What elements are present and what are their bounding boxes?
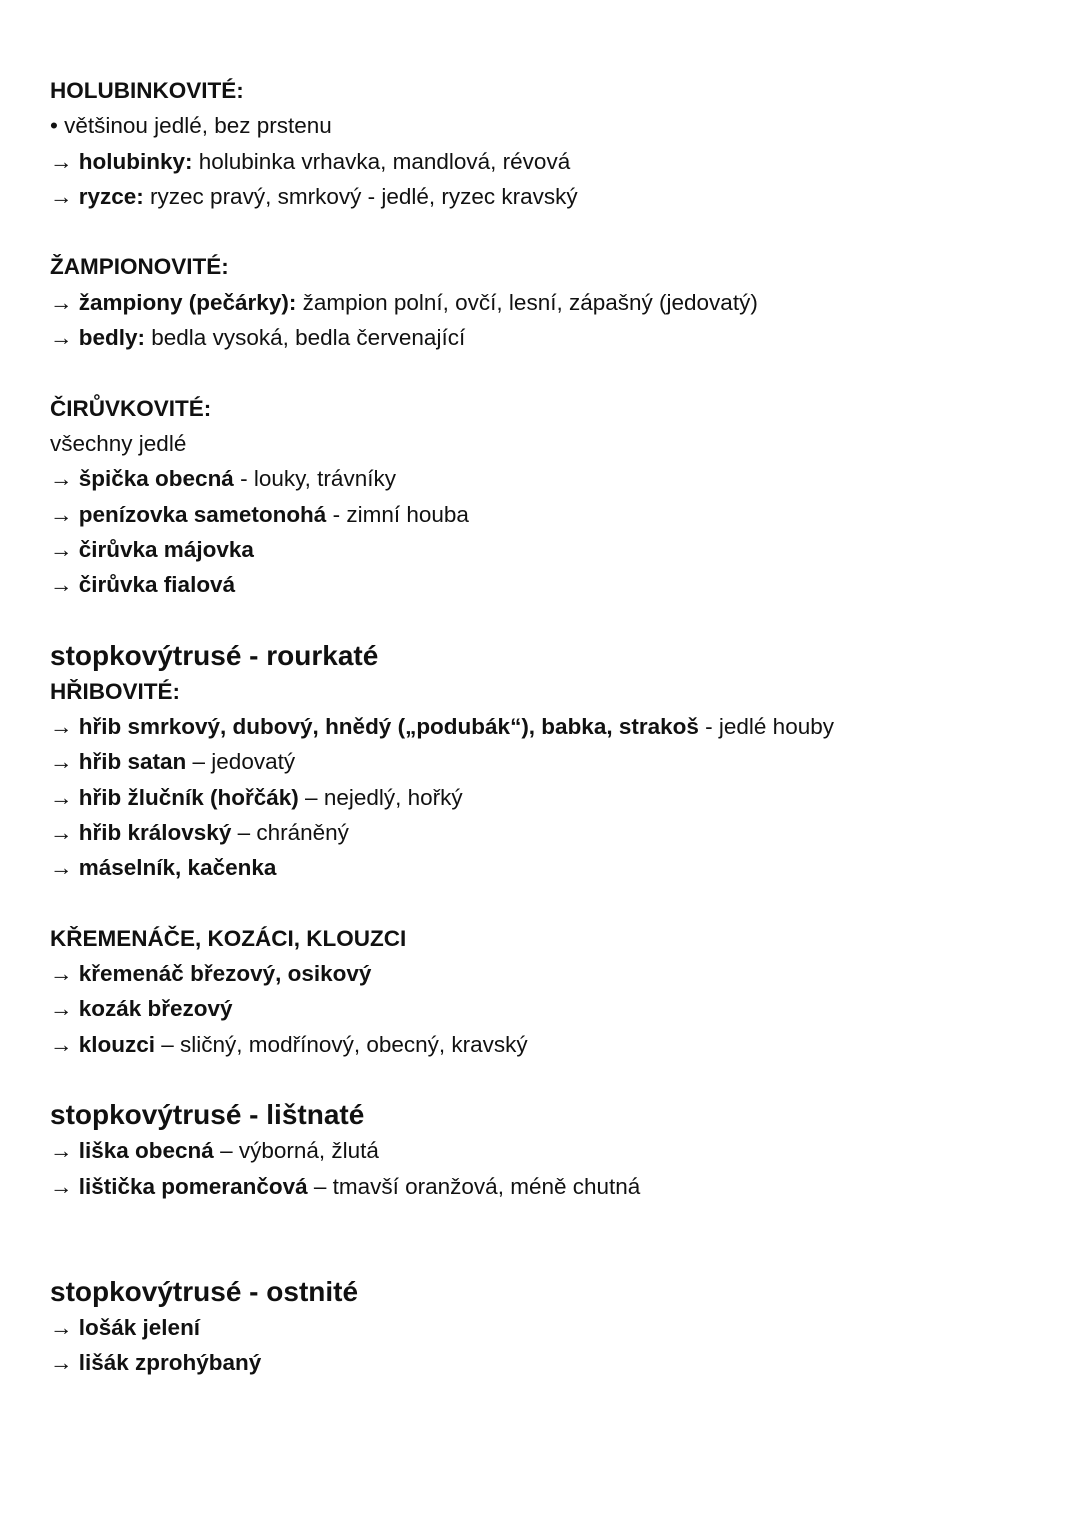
list-item bbox=[50, 532, 1040, 567]
list-item bbox=[50, 1133, 1040, 1168]
intro-line: všechny jedlé bbox=[50, 430, 187, 456]
section-heading-hribovite: HŘIBOVITÉ: bbox=[50, 678, 181, 704]
list-item bbox=[50, 815, 1040, 850]
item-term: → holubinky: bbox=[50, 148, 193, 174]
spacer bbox=[50, 1204, 1040, 1274]
spacer bbox=[50, 1062, 1040, 1097]
item-term: → bedly: bbox=[50, 325, 146, 351]
list-item bbox=[50, 1345, 1040, 1380]
list-item bbox=[50, 1027, 1040, 1062]
item-term: → penízovka sametonohá bbox=[50, 501, 327, 527]
list-item bbox=[50, 567, 1040, 602]
item-term: → lištička pomerančová bbox=[50, 1173, 308, 1199]
spacer bbox=[50, 214, 1040, 249]
list-item bbox=[50, 144, 1040, 179]
list-item bbox=[50, 179, 1040, 214]
list-item bbox=[50, 991, 1040, 1026]
list-item bbox=[50, 850, 1040, 885]
list-item bbox=[50, 780, 1040, 815]
list-item bbox=[50, 1310, 1040, 1345]
item-description: – sličný, modřínový, obecný, kravský bbox=[155, 1031, 528, 1057]
bullet-line: • většinou jedlé, bez prstenu bbox=[50, 113, 332, 139]
section-heading-holubinkovite: HOLUBINKOVITÉ: bbox=[50, 78, 244, 103]
section-heading-ciruvkovite: ČIRŮVKOVITÉ: bbox=[50, 395, 212, 421]
item-description: ryzec pravý, smrkový - jedlé, ryzec kravský bbox=[143, 183, 578, 209]
list-item bbox=[50, 497, 1040, 532]
item-term: → žampiony (pečárky): bbox=[50, 289, 297, 315]
item-term: → hřib satan bbox=[50, 749, 187, 775]
item-term: → čirůvka májovka bbox=[50, 536, 254, 562]
list-item bbox=[50, 461, 1040, 496]
list-item bbox=[50, 285, 1040, 320]
item-description: holubinka vrhavka, mandlová, révová bbox=[192, 148, 571, 174]
section-title-ostnite: stopkovýtrusé - ostnité bbox=[50, 1275, 359, 1307]
section-heading-zampionovite: ŽAMPIONOVITÉ: bbox=[50, 254, 229, 280]
item-description: - jedlé houby bbox=[698, 714, 834, 740]
item-term: → hřib žlučník (hořčák) bbox=[50, 784, 299, 810]
list-item bbox=[50, 709, 1040, 744]
list-item bbox=[50, 1169, 1040, 1204]
item-description: bedla vysoká, bedla červenající bbox=[145, 325, 466, 351]
item-term: → ryzce: bbox=[50, 183, 144, 209]
item-description: - louky, trávníky bbox=[233, 466, 396, 492]
item-description: – nejedlý, hořký bbox=[298, 784, 463, 810]
item-term: → klouzci bbox=[50, 1031, 156, 1057]
item-term: → máselník, kačenka bbox=[50, 855, 277, 881]
item-term: → čirůvka fialová bbox=[50, 572, 236, 598]
item-description: žampion polní, ovčí, lesní, zápašný (jedovatý) bbox=[296, 289, 758, 315]
item-description: – chráněný bbox=[231, 819, 349, 845]
section-heading-kremenace: KŘEMENÁČE, KOZÁCI, KLOUZCI bbox=[50, 925, 407, 951]
item-term: → lošák jelení bbox=[50, 1314, 201, 1340]
item-term: → kozák březový bbox=[50, 996, 233, 1022]
item-description: – jedovatý bbox=[186, 749, 296, 775]
item-description: – výborná, žlutá bbox=[213, 1138, 379, 1164]
item-term: → hřib smrkový, dubový, hnědý („podubák“), babka, strakoš bbox=[50, 714, 699, 740]
item-term: → lišák zprohýbaný bbox=[50, 1350, 262, 1376]
section-title-rourkate: stopkovýtrusé - rourkaté bbox=[50, 639, 379, 671]
list-item bbox=[50, 744, 1040, 779]
item-term: → křemenáč březový, osikový bbox=[50, 961, 372, 987]
list-item bbox=[50, 956, 1040, 991]
list-item bbox=[50, 320, 1040, 355]
item-term: → liška obecná bbox=[50, 1138, 214, 1164]
item-description: - zimní houba bbox=[326, 501, 469, 527]
item-description: – tmavší oranžová, méně chutná bbox=[307, 1173, 641, 1199]
document-page bbox=[50, 73, 1040, 1381]
spacer bbox=[50, 886, 1040, 921]
item-term: → hřib královský bbox=[50, 819, 232, 845]
item-term: → špička obecná bbox=[50, 466, 234, 492]
spacer bbox=[50, 355, 1040, 390]
spacer bbox=[50, 602, 1040, 637]
section-title-listnate: stopkovýtrusé - lištnaté bbox=[50, 1099, 365, 1131]
